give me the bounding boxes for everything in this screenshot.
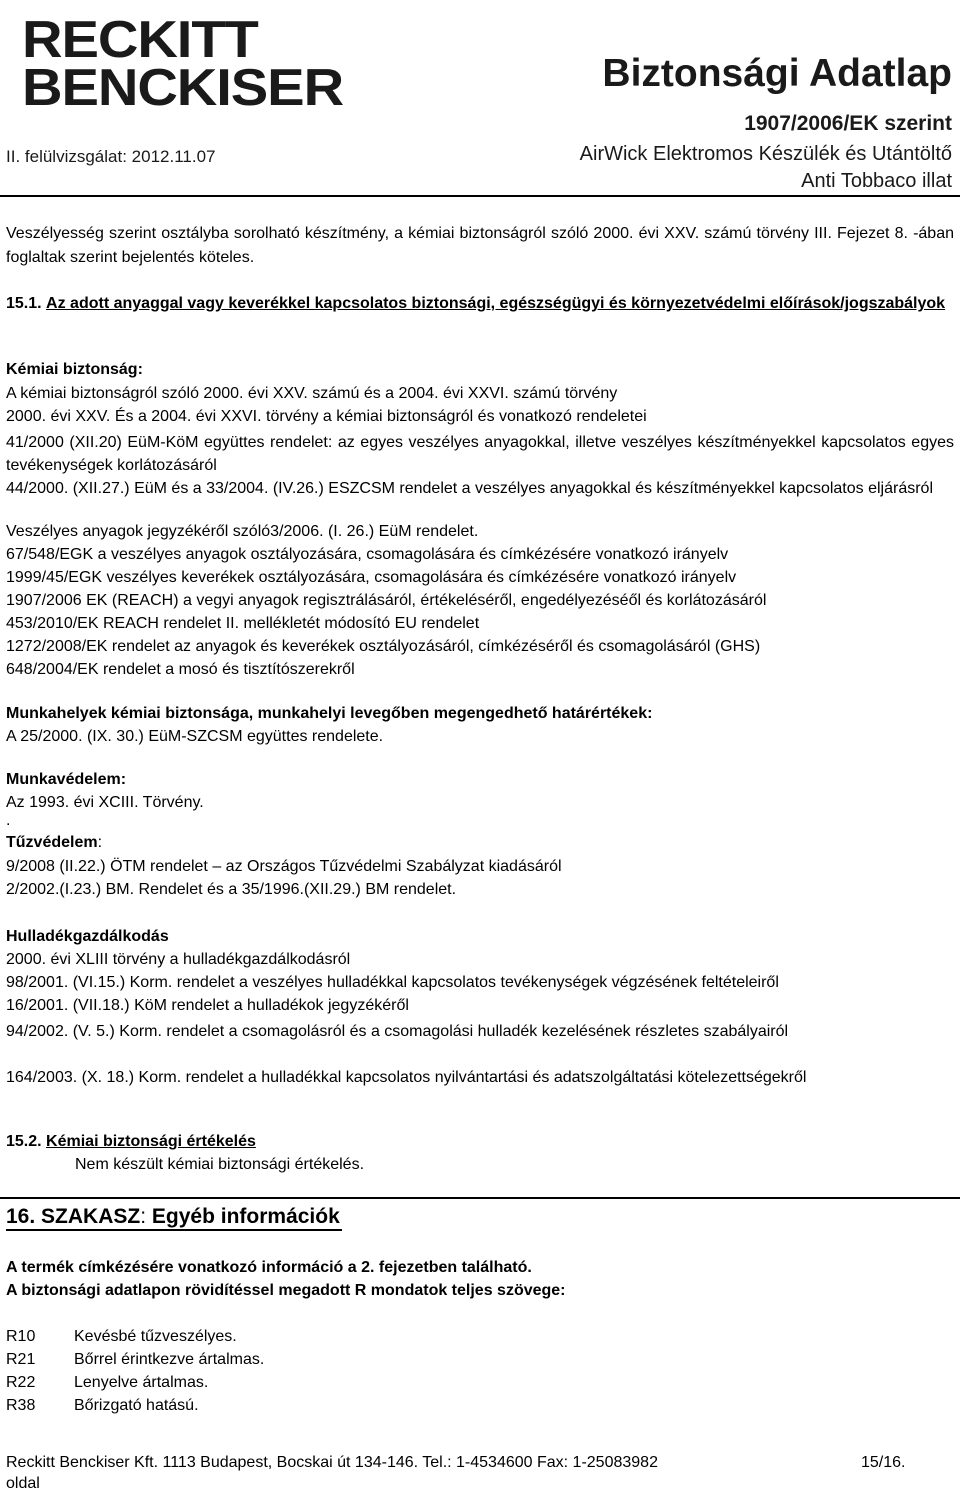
r-phrase-text: Bőrrel érintkezve ártalmas. (74, 1351, 265, 1368)
fire-colon: : (97, 834, 103, 851)
product-variant: Anti Tobbaco illat (801, 170, 952, 192)
labour-text: Az 1993. évi XCIII. Törvény. (6, 794, 204, 811)
r-phrase-text: Bőrizgató hatású. (74, 1397, 199, 1414)
regulation-ref: 1907/2006/EK szerint (744, 112, 952, 135)
law-line: Veszélyes anyagok jegyzékéről szóló3/2006. (I. 26.) EüM rendelet. (6, 523, 479, 540)
labeling-info: A termék címkézésére vonatkozó információ a 2. fejezetben található. (6, 1259, 532, 1276)
logo-line-1: RECKITT (22, 11, 258, 69)
product-name: AirWick Elektromos Készülék és Utántöltő (579, 143, 952, 165)
law-line: A kémiai biztonságról szóló 2000. évi XXV. számú és a 2004. évi XXVI. számú törvény (6, 385, 618, 402)
section-15-1-heading (6, 292, 954, 316)
waste-line: 2000. évi XLIII törvény a hulladékgazdálkodásról (6, 951, 351, 968)
section-16-title (6, 1205, 342, 1231)
review-date: II. felülvizsgálat: 2012.11.07 (6, 147, 216, 166)
document-title: Biztonsági Adatlap (602, 52, 952, 95)
law-line: 648/2004/EK rendelet a mosó és tisztítószerekről (6, 661, 355, 678)
chem-safety-title: Kémiai biztonság: (6, 361, 143, 378)
logo-line-2: BENCKISER (22, 59, 344, 117)
r-phrase-text: Lenyelve ártalmas. (74, 1374, 209, 1391)
law-line: 453/2010/EK REACH rendelet II. mellékletét módosító EU rendelet (6, 615, 480, 632)
fire-line: 2/2002.(I.23.) BM. Rendelet és a 35/1996.(XII.29.) BM rendelet. (6, 881, 457, 898)
r-phrase-row (6, 1328, 264, 1351)
waste-line: 164/2003. (X. 18.) Korm. rendelet a hulladékkal kapcsolatos nyilvántartási és adatszolgáltatási kötelezettségekről (6, 1069, 807, 1086)
fire-title: Tűzvédelem (6, 834, 98, 851)
law-line: 41/2000 (XII.20) EüM-KöM együttes rendelet: az egyes veszélyes anyagokkal, illetve veszélyes készítményekkel kapcsolatos egyes tevékenységek korlátozásáról (6, 434, 954, 474)
law-line: 1999/45/EGK veszélyes keverékek osztályozására, csomagolására és címkézésére vonatkozó irányelv (6, 569, 737, 586)
section-16-colon: : (140, 1205, 147, 1228)
footer-page-number: 15/16. (861, 1454, 906, 1471)
waste-line: 98/2001. (VI.15.) Korm. rendelet a veszélyes hulladékkal kapcsolatos tevékenységek végzésének feltételeiről (6, 974, 779, 991)
section-15-1-title: Az adott anyaggal vagy keverékkel kapcsolatos biztonsági, egészségügyi és környezetvédelmi előírások/jogszabályok (46, 295, 946, 312)
section-15-2-number: 15.2. (6, 1133, 42, 1150)
fire-title-line (6, 834, 102, 852)
workplace-title: Munkahelyek kémiai biztonsága, munkahelyi levegőben megengedhető határértékek: (6, 705, 653, 722)
r-phrase-text: Kevésbé tűzveszélyes. (74, 1328, 237, 1345)
section-15-1-number: 15.1. (6, 295, 42, 312)
page-footer (6, 1452, 954, 1494)
section-15-2-heading (6, 1133, 256, 1151)
waste-line: 94/2002. (V. 5.) Korm. rendelet a csomagolásról és a csomagolási hulladék kezelésének részletes szabályairól (6, 1023, 789, 1040)
r-phrase-row (6, 1351, 264, 1374)
law-line: 44/2000. (XII.27.) EüM és a 33/2004. (IV.26.) ESZCSM rendelet a veszélyes anyagokkal és készítményekkel kapcsolatos eljárásról (6, 480, 933, 497)
r-phrase-code: R22 (6, 1374, 36, 1391)
workplace-text: A 25/2000. (IX. 30.) EüM-SZCSM együttes rendelete. (6, 728, 384, 745)
footer-page-word: oldal (6, 1475, 40, 1492)
r-phrase-code: R38 (6, 1397, 36, 1414)
waste-title: Hulladékgazdálkodás (6, 928, 169, 945)
r-phrase-row (6, 1397, 264, 1420)
intro-paragraph: Veszélyesség szerint osztályba sorolható készítmény, a kémiai biztonságról szóló 2000. évi XXV. számú törvény III. Fejezet 8. -ában foglaltak szerint bejelentés köteles. (6, 225, 954, 266)
footer-company: Reckitt Benckiser Kft. 1113 Budapest, Bocskai út 134-146. Tel.: 1-4534600 Fax: 1-25083982 (6, 1454, 658, 1471)
fire-line: 9/2008 (II.22.) ÖTM rendelet – az Országos Tűzvédelmi Szabályzat kiadásáról (6, 858, 562, 875)
section-15-2-title: Kémiai biztonsági értékelés (46, 1133, 256, 1150)
law-line: 2000. évi XXV. És a 2004. évi XXVI. törvény a kémiai biztonságról és vonatkozó rendeletei (6, 408, 647, 425)
section-15-2-text: Nem készült kémiai biztonsági értékelés. (75, 1156, 365, 1173)
waste-line: 16/2001. (VII.18.) KöM rendelet a hulladékok jegyzékéről (6, 997, 409, 1014)
stray-dot: . (6, 812, 11, 829)
law-line: 67/548/EGK a veszélyes anyagok osztályozására, csomagolására és címkézésére vonatkozó irányelv (6, 546, 729, 563)
r-phrase-code: R21 (6, 1351, 36, 1368)
r-phrase-code: R10 (6, 1328, 36, 1345)
law-line: 1272/2008/EK rendelet az anyagok és keverékek osztályozásáról, címkézéséről és csomagolásáról (GHS) (6, 638, 761, 655)
r-phrases-list (6, 1328, 264, 1420)
company-logo (22, 10, 344, 117)
r-phrases-intro: A biztonsági adatlapon rövidítéssel megadott R mondatok teljes szövege: (6, 1282, 566, 1299)
labour-title: Munkavédelem: (6, 771, 127, 788)
header-divider (0, 195, 960, 197)
section-16-number: 16. SZAKASZ (6, 1205, 141, 1228)
r-phrase-row (6, 1374, 264, 1397)
section-16-name: Egyéb információk (151, 1205, 340, 1228)
law-line: 1907/2006 EK (REACH) a vegyi anyagok regisztrálásáról, értékeléséről, engedélyezéséől és korlátozásáról (6, 592, 767, 609)
section-16-header (0, 1197, 960, 1235)
